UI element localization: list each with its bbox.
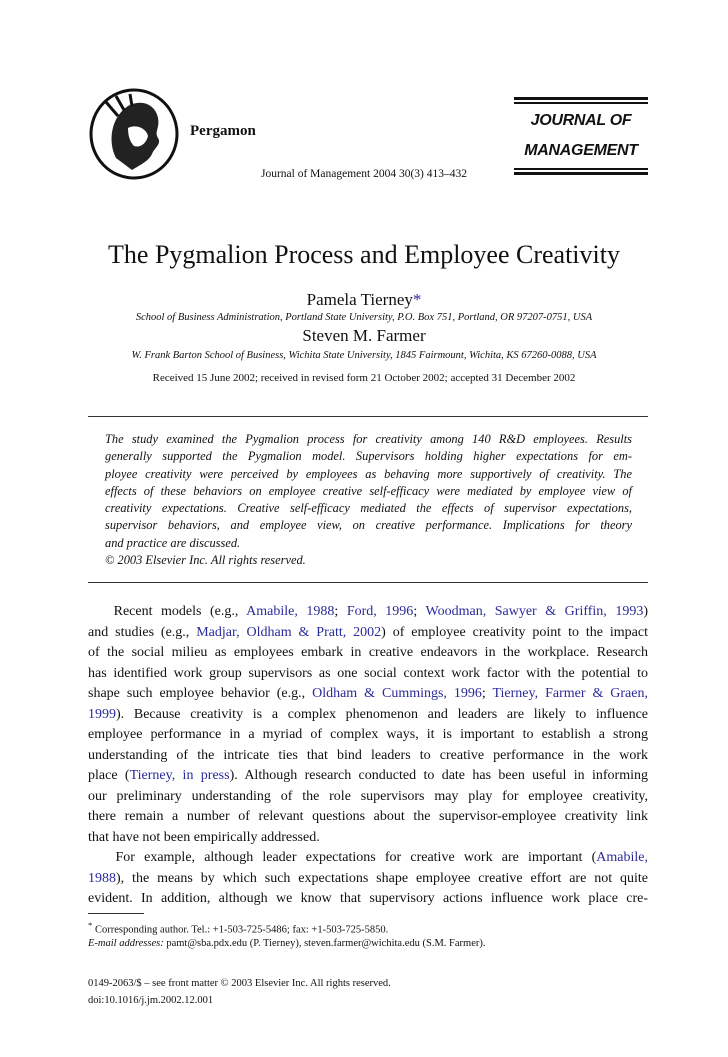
citation-link[interactable]: 1999: [88, 706, 116, 722]
citation-link[interactable]: Tierney, in press: [129, 768, 230, 783]
author-2: Steven M. Farmer: [302, 326, 426, 345]
text-segment: ;: [481, 686, 493, 701]
text-segment: For example, although leader expectations for creative work are important (: [88, 850, 597, 865]
footnote-emails: [88, 938, 485, 949]
received-dates: Received 15 June 2002; received in revised form 21 October 2002; accepted 31 December 2002: [152, 372, 576, 384]
text-segment: our preliminary understanding of the role supervisors may play for employee creativity,: [88, 788, 648, 804]
body-line: [88, 807, 648, 828]
citation-link[interactable]: Madjar, Oldham & Pratt, 2002: [196, 624, 382, 640]
body-line: [88, 725, 648, 746]
citation-link[interactable]: Amabile,: [596, 850, 648, 865]
abstract-line: generally supported the Pygmalion model. Supervisors holding higher expectations for em-: [105, 449, 632, 464]
text-segment: ;: [413, 604, 426, 619]
text-segment: ). Because creativity is a complex phenomenon and leaders are likely to influence: [116, 706, 648, 722]
journal-logo-line2: MANAGEMENT: [524, 142, 638, 159]
text-segment: ), the means by which such expectations shape employee creative effort are not quite: [116, 870, 648, 886]
text-segment: ) of employee creativity point to the impact: [381, 624, 648, 640]
body-line: [88, 869, 648, 890]
abstract-line: creativity expectations. Creative self-efficacy mediated the effects of supervisor expectations,: [105, 501, 632, 516]
divider: [88, 416, 648, 417]
author-name: Pamela Tierney: [306, 290, 413, 309]
abstract-line: effects of these behaviors on employee creative self-efficacy were mediated by employee view of: [105, 483, 632, 498]
text-segment: ;: [334, 604, 347, 619]
journal-logo-line1: JOURNAL OF: [530, 112, 632, 129]
body-line: [88, 766, 648, 787]
citation-link[interactable]: 1988: [88, 870, 116, 886]
text-segment: ): [643, 604, 649, 619]
publisher-name: Pergamon: [190, 123, 256, 139]
body-line: [88, 684, 648, 705]
text-segment: evident. In addition, although we know that supervisory actions influence work place cre-: [88, 891, 648, 906]
abstract-line: supervisor behaviors, and employee view, on creative performance. Implications for theory: [105, 518, 632, 533]
abstract-line: The study examined the Pygmalion process for creativity among 140 R&D employees. Results: [105, 432, 632, 446]
body-line: [88, 664, 648, 685]
body-line: [88, 705, 648, 726]
abstract-line: © 2003 Elsevier Inc. All rights reserved.: [105, 553, 306, 568]
divider: [88, 582, 648, 583]
paper-title: The Pygmalion Process and Employee Creativity: [108, 240, 620, 269]
footnote-text: Corresponding author. Tel.: +1-503-725-5486; fax: +1-503-725-5850.: [92, 924, 389, 936]
text-segment: Recent models (e.g.,: [88, 604, 247, 619]
footnote-rule: [88, 913, 144, 914]
body-text: [88, 602, 648, 910]
text-segment: place (: [88, 768, 130, 783]
text-segment: understanding of the intricate ties that bind leaders to creative performance in the work: [88, 747, 648, 763]
text-segment: has identified work group supervisors as one social context work factor with the potential to: [88, 665, 648, 681]
body-line: [88, 828, 648, 849]
body-line: [88, 848, 648, 869]
abstract-line: and practice are discussed.: [105, 535, 241, 550]
email-addresses: pamt@sba.pdx.edu (P. Tierney), steven.farmer@wichita.edu (S.M. Farmer).: [163, 938, 486, 949]
journal-logo: [514, 97, 648, 177]
body-line: [88, 623, 648, 644]
pergamon-logo: [88, 88, 180, 180]
footnote-corresponding: [88, 920, 388, 936]
body-line: [88, 889, 648, 910]
text-segment: there remain a number of relevant questions about the supervisor-employee creativity link: [88, 809, 648, 824]
doi: doi:10.1016/j.jm.2002.12.001: [88, 995, 214, 1006]
affiliation-2: W. Frank Barton School of Business, Wichita State University, 1845 Fairmount, Wichita, KS 67260-0088, USA: [131, 350, 597, 361]
affiliation-1: School of Business Administration, Portland State University, P.O. Box 751, Portland, OR 97207-0751, USA: [135, 312, 593, 323]
text-segment: of the social milieu as employees embark in creative endeavors in the workplace. Research: [88, 645, 648, 660]
body-line: [88, 787, 648, 808]
text-segment: ). Although research conducted to date has been useful in informing: [229, 768, 648, 783]
body-line: [88, 746, 648, 767]
author-1: [0, 290, 728, 310]
body-line: [88, 602, 648, 623]
citation-link[interactable]: Amabile, 1988: [246, 604, 335, 619]
citation-link[interactable]: Ford, 1996: [346, 604, 414, 619]
front-matter: 0149-2063/$ – see front matter © 2003 Elsevier Inc. All rights reserved.: [88, 978, 391, 989]
text-segment: that have not been empirically addressed.: [88, 829, 320, 845]
citation-link[interactable]: Woodman, Sawyer & Griffin, 1993: [425, 604, 644, 619]
citation-link[interactable]: Tierney, Farmer & Graen,: [492, 686, 648, 701]
journal-ref-text: Journal of Management 2004 30(3) 413–432: [260, 168, 467, 180]
abstract-line: ployee creativity were perceived by employees as behaving more supportively of creativity. The: [105, 466, 632, 481]
citation-link[interactable]: Oldham & Cummings, 1996: [312, 686, 482, 701]
email-label: E-mail addresses:: [88, 938, 164, 949]
text-segment: shape such employee behavior (e.g.,: [88, 686, 313, 701]
body-line: [88, 643, 648, 664]
text-segment: employee performance in a myriad of complex ways, it is important to establish a strong: [88, 727, 648, 742]
text-segment: and studies (e.g.,: [88, 624, 197, 640]
corresponding-author-link[interactable]: *: [412, 290, 422, 309]
abstract: [105, 431, 632, 569]
footnote-mark: *: [88, 920, 93, 930]
